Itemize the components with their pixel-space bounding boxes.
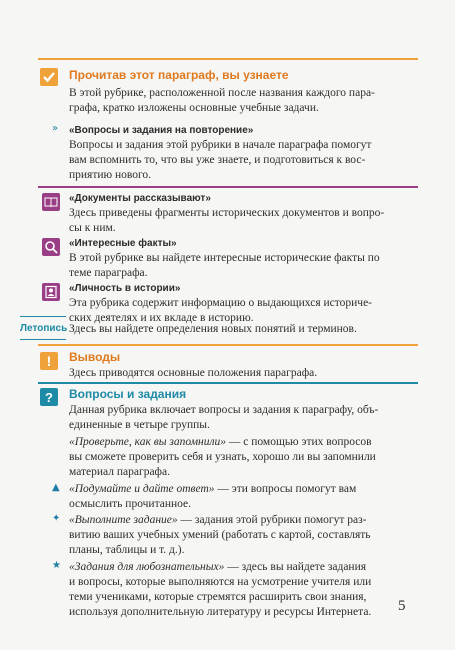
question-mark-icon: ? [40, 388, 58, 406]
section-text-review-2: вам вспомнить то, что вы уже знаете, и подготовиться к вос- [69, 154, 366, 166]
questions-group-curious-line-4: используя дополнительную литературу и ресурсы Интернета. [69, 606, 372, 618]
section-text-facts-1: В этой рубрике вы найдете интересные исторические факты по [69, 252, 380, 264]
section-text-facts-2: теме параграфа. [69, 267, 148, 279]
section-title-personality: «Личность в истории» [69, 283, 181, 294]
diamond-icon: ✦ [52, 513, 61, 524]
questions-group-think-rest: — эти вопросы помогут вам [214, 483, 357, 495]
section-text-chronicle: Здесь вы найдете определения новых понятий и терминов. [69, 323, 357, 335]
questions-group-check-line-2: вы сможете проверить себя и узнать, хорошо ли вы запомнили [69, 451, 376, 463]
section-text-personality-2: ских деятелях и их вкладе в историю. [69, 312, 254, 324]
magnifier-icon [42, 238, 60, 256]
purple-rule [38, 186, 418, 188]
questions-group-task-rest: — задания этой рубрики помогут раз- [177, 514, 367, 526]
questions-group-curious-title: «Задания для любознательных» [69, 561, 225, 573]
questions-group-think-line-2: осмыслить прочитанное. [69, 498, 192, 510]
questions-group-curious-line-3: теми учениками, которые стремятся расширить свои знания, [69, 591, 367, 603]
section-text-learn-2: графа, кратко изложены основные учебные задачи. [69, 102, 319, 114]
questions-group-task-line-1 [69, 513, 366, 528]
chronicle-label: Летопись [20, 323, 68, 334]
section-text-review-1: Вопросы и задания этой рубрики в начале параграфа помогут [69, 139, 372, 151]
section-text-learn-1: В этой рубрике, расположенной после названия каждого пара- [69, 87, 375, 99]
section-text-personality-1: Эта рубрика содержит информацию о выдающихся историче- [69, 297, 373, 309]
orange-rule-middle [38, 344, 418, 346]
exclamation-icon: ! [40, 352, 58, 370]
page-number: 5 [398, 598, 406, 614]
teal-rule [38, 382, 418, 384]
checkmark-icon [40, 68, 58, 86]
section-title-questions: Вопросы и задания [69, 387, 187, 401]
triangle-icon: ▲ [52, 482, 60, 493]
section-text-questions-intro-2: единенные в четыре группы. [69, 419, 210, 431]
questions-group-check-line-1 [69, 435, 372, 450]
questions-group-curious-line-2: и вопросы, которые выполняются на усмотрение учителя или [69, 576, 372, 588]
orange-rule-top [38, 58, 418, 60]
section-title-documents: «Документы рассказывают» [69, 193, 211, 204]
questions-group-think-line-1 [69, 482, 356, 497]
section-title-facts: «Интересные факты» [69, 238, 177, 249]
section-title-conclusions: Выводы [69, 350, 121, 364]
questions-group-check-line-3: материал параграфа. [69, 466, 170, 478]
section-text-conclusions: Здесь приводятся основные положения параграфа. [69, 367, 318, 379]
questions-group-task-title: «Выполните задание» [69, 514, 178, 526]
star-icon: ★ [52, 560, 61, 571]
section-title-review: «Вопросы и задания на повторение» [69, 125, 254, 136]
questions-group-think-title: «Подумайте и дайте ответ» [69, 483, 215, 495]
section-title-learn: Прочитав этот параграф, вы узнаете [69, 68, 289, 82]
questions-group-curious-line-1 [69, 560, 366, 575]
questions-group-task-line-2: витию ваших учебных умений (работать с картой, составлять [69, 529, 371, 541]
teal-rule-chronicle-bottom [20, 339, 66, 340]
book-icon [42, 193, 60, 211]
portrait-icon [42, 283, 60, 301]
questions-group-task-line-3: планы, таблицы и т. д.). [69, 544, 185, 556]
questions-group-curious-rest: — здесь вы найдете задания [224, 561, 367, 573]
double-arrow-icon: » [52, 123, 59, 134]
section-text-documents-1: Здесь приведены фрагменты исторических документов и вопро- [69, 207, 385, 219]
section-text-documents-2: сы к ним. [69, 222, 116, 234]
questions-group-check-rest: — с помощью этих вопросов [226, 436, 372, 448]
questions-group-check-title: «Проверьте, как вы запомнили» [69, 436, 227, 448]
section-text-review-3: приятию нового. [69, 169, 152, 181]
section-text-questions-intro-1: Данная рубрика включает вопросы и задания к параграфу, объ- [69, 404, 379, 416]
teal-rule-chronicle-top [20, 316, 66, 317]
